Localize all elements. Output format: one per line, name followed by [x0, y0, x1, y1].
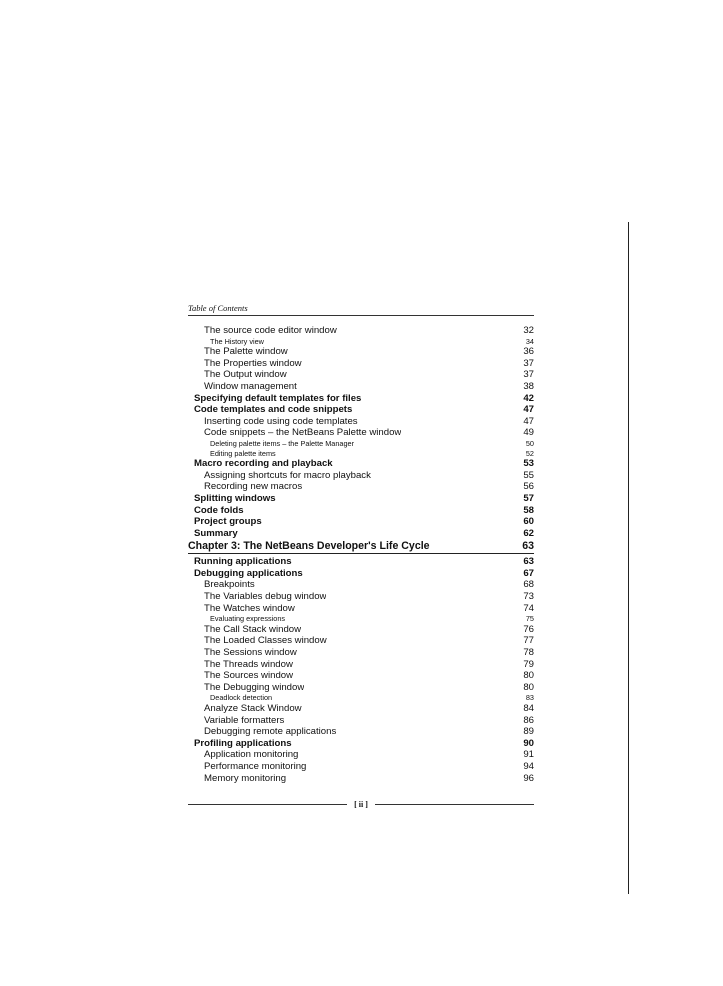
- toc-entry: [188, 337, 534, 347]
- toc-entry-title: The Watches window: [204, 602, 295, 614]
- toc-entry: [188, 393, 534, 405]
- toc-entry-title: Breakpoints: [204, 579, 255, 591]
- toc-entry: [188, 416, 534, 428]
- toc-entry-page: 62: [523, 527, 534, 539]
- footer-rule-left: [188, 804, 347, 805]
- toc-entry-title: The Output window: [204, 369, 287, 381]
- toc-entry-title: Debugging applications: [194, 567, 303, 579]
- toc-entry-title: Specifying default templates for files: [194, 392, 362, 404]
- toc-entry-page: 67: [523, 567, 534, 579]
- toc-entry: [188, 635, 534, 647]
- toc-page: [188, 303, 534, 784]
- toc-entry: [188, 579, 534, 591]
- toc-entry-title: The Properties window: [204, 357, 302, 369]
- toc-entry-page: 90: [523, 737, 534, 749]
- toc-entry-page: 47: [523, 415, 534, 427]
- toc-entry: [188, 703, 534, 715]
- toc-entry: [188, 346, 534, 358]
- toc-entry: [188, 670, 534, 682]
- toc-entry: [188, 614, 534, 624]
- toc-entry-title: The Call Stack window: [204, 623, 302, 635]
- toc-entry-title: Summary: [194, 527, 238, 539]
- toc-entry-page: 37: [523, 357, 534, 369]
- toc-entry-page: 80: [523, 670, 534, 682]
- toc-entry-page: 73: [523, 591, 534, 603]
- toc-entry: [188, 749, 534, 761]
- toc-entry-page: 47: [523, 404, 534, 416]
- toc-entry-title: Project groups: [194, 516, 262, 528]
- footer-page-number: [ ii ]: [354, 800, 368, 809]
- toc-entry-title: The Threads window: [204, 658, 293, 670]
- margin-rule: [628, 222, 629, 894]
- toc-entry-title: Deleting palette items – the Palette Manager: [210, 438, 354, 448]
- toc-entry-title: Application monitoring: [204, 749, 299, 761]
- toc-entry: [188, 773, 534, 785]
- toc-entry-title: Assigning shortcuts for macro playback: [204, 469, 371, 481]
- toc-entry-title: The Loaded Classes window: [204, 635, 327, 647]
- toc-entry: [188, 726, 534, 738]
- toc-entry: [188, 325, 534, 337]
- toc-entry-page: 78: [523, 647, 534, 659]
- toc-entry: [188, 449, 534, 459]
- toc-entry: [188, 404, 534, 416]
- toc-entry: [188, 439, 534, 449]
- toc-entry-page: 55: [523, 469, 534, 481]
- toc-entry: [188, 381, 534, 393]
- toc-entry-page: 58: [523, 504, 534, 516]
- toc-entry-page: 34: [525, 336, 534, 346]
- toc-entry-page: 63: [523, 556, 534, 568]
- toc-entry-title: Splitting windows: [194, 492, 276, 504]
- toc-entry: [188, 528, 534, 540]
- toc-entry-title: The Sources window: [204, 670, 294, 682]
- toc-entry: [188, 516, 534, 528]
- toc-entry-title: The source code editor window: [204, 325, 337, 336]
- toc-entry-title: Running applications: [194, 556, 292, 568]
- toc-entry-title: The Debugging window: [204, 681, 305, 693]
- toc-entry-page: 56: [523, 481, 534, 493]
- toc-entry-page: 76: [523, 623, 534, 635]
- toc-entry-page: 77: [523, 635, 534, 647]
- toc-entry-page: 42: [523, 392, 534, 404]
- toc-entry-title: The Variables debug window: [204, 591, 327, 603]
- toc-entry-page: 68: [523, 579, 534, 591]
- toc-entry-page: 37: [523, 369, 534, 381]
- toc-entry-page: 83: [525, 693, 534, 703]
- page-footer: [188, 800, 534, 809]
- toc-entry-page: 53: [523, 458, 534, 470]
- toc-entry-title: Code snippets – the NetBeans Palette window: [204, 427, 402, 439]
- toc-entry-page: 91: [523, 749, 534, 761]
- toc-list: [188, 325, 534, 784]
- toc-entry: [188, 682, 534, 694]
- toc-entry-title: Editing palette items: [210, 448, 276, 458]
- toc-entry-title: The History view: [210, 336, 264, 346]
- toc-entry: [188, 493, 534, 505]
- toc-entry: [188, 481, 534, 493]
- toc-entry: [188, 715, 534, 727]
- toc-entry: [188, 624, 534, 636]
- toc-entry: [188, 505, 534, 517]
- toc-entry-page: 36: [523, 346, 534, 358]
- toc-entry-page: 49: [523, 427, 534, 439]
- toc-entry-title: Variable formatters: [204, 714, 285, 726]
- toc-entry-title: Recording new macros: [204, 481, 303, 493]
- toc-entry-title: The Palette window: [204, 346, 288, 358]
- toc-entry-title: Window management: [204, 380, 297, 392]
- toc-entry-page: 60: [523, 516, 534, 528]
- toc-entry: [188, 470, 534, 482]
- toc-entry: [188, 358, 534, 370]
- footer-rule-right: [375, 804, 534, 805]
- toc-entry-page: 57: [523, 492, 534, 504]
- toc-entry-title: Inserting code using code templates: [204, 415, 358, 427]
- toc-entry-page: 38: [523, 380, 534, 392]
- toc-entry-title: Macro recording and playback: [194, 458, 333, 470]
- toc-entry-page: 32: [523, 325, 534, 336]
- toc-entry: [188, 556, 534, 568]
- toc-entry-page: 94: [523, 760, 534, 772]
- toc-entry-page: 50: [525, 438, 534, 448]
- running-header: Table of Contents: [188, 303, 534, 316]
- toc-entry-page: 84: [523, 703, 534, 714]
- toc-entry-page: 89: [523, 726, 534, 738]
- toc-entry-title: Evaluating expressions: [210, 614, 286, 624]
- toc-entry-page: 63: [522, 540, 534, 553]
- toc-entry-title: Profiling applications: [194, 737, 292, 749]
- toc-entry-page: 80: [523, 681, 534, 693]
- toc-entry-title: The Sessions window: [204, 647, 297, 659]
- toc-entry: [188, 458, 534, 470]
- toc-entry: [188, 427, 534, 439]
- toc-entry-title: Code folds: [194, 504, 244, 516]
- toc-entry-title: Chapter 3: The NetBeans Developer's Life Cycle: [188, 540, 430, 553]
- toc-entry-page: 52: [525, 448, 534, 458]
- toc-entry-page: 86: [523, 714, 534, 726]
- toc-entry-page: 96: [523, 772, 534, 784]
- toc-entry: [188, 647, 534, 659]
- toc-entry-page: 79: [523, 658, 534, 670]
- toc-entry: [188, 761, 534, 773]
- toc-entry: [188, 568, 534, 580]
- toc-entry: [188, 603, 534, 615]
- toc-entry: [188, 693, 534, 703]
- toc-entry: [188, 591, 534, 603]
- toc-entry-title: Deadlock detection: [210, 693, 273, 703]
- toc-entry: [188, 738, 534, 750]
- toc-entry: [188, 659, 534, 671]
- toc-entry-title: Performance monitoring: [204, 760, 307, 772]
- toc-entry-title: Memory monitoring: [204, 772, 287, 784]
- toc-entry-page: 74: [523, 602, 534, 614]
- toc-entry-page: 75: [525, 614, 534, 624]
- toc-entry-title: Analyze Stack Window: [204, 703, 302, 714]
- toc-entry-title: Code templates and code snippets: [194, 404, 353, 416]
- toc-chapter-entry: [188, 540, 534, 554]
- toc-entry: [188, 369, 534, 381]
- toc-entry-title: Debugging remote applications: [204, 726, 337, 738]
